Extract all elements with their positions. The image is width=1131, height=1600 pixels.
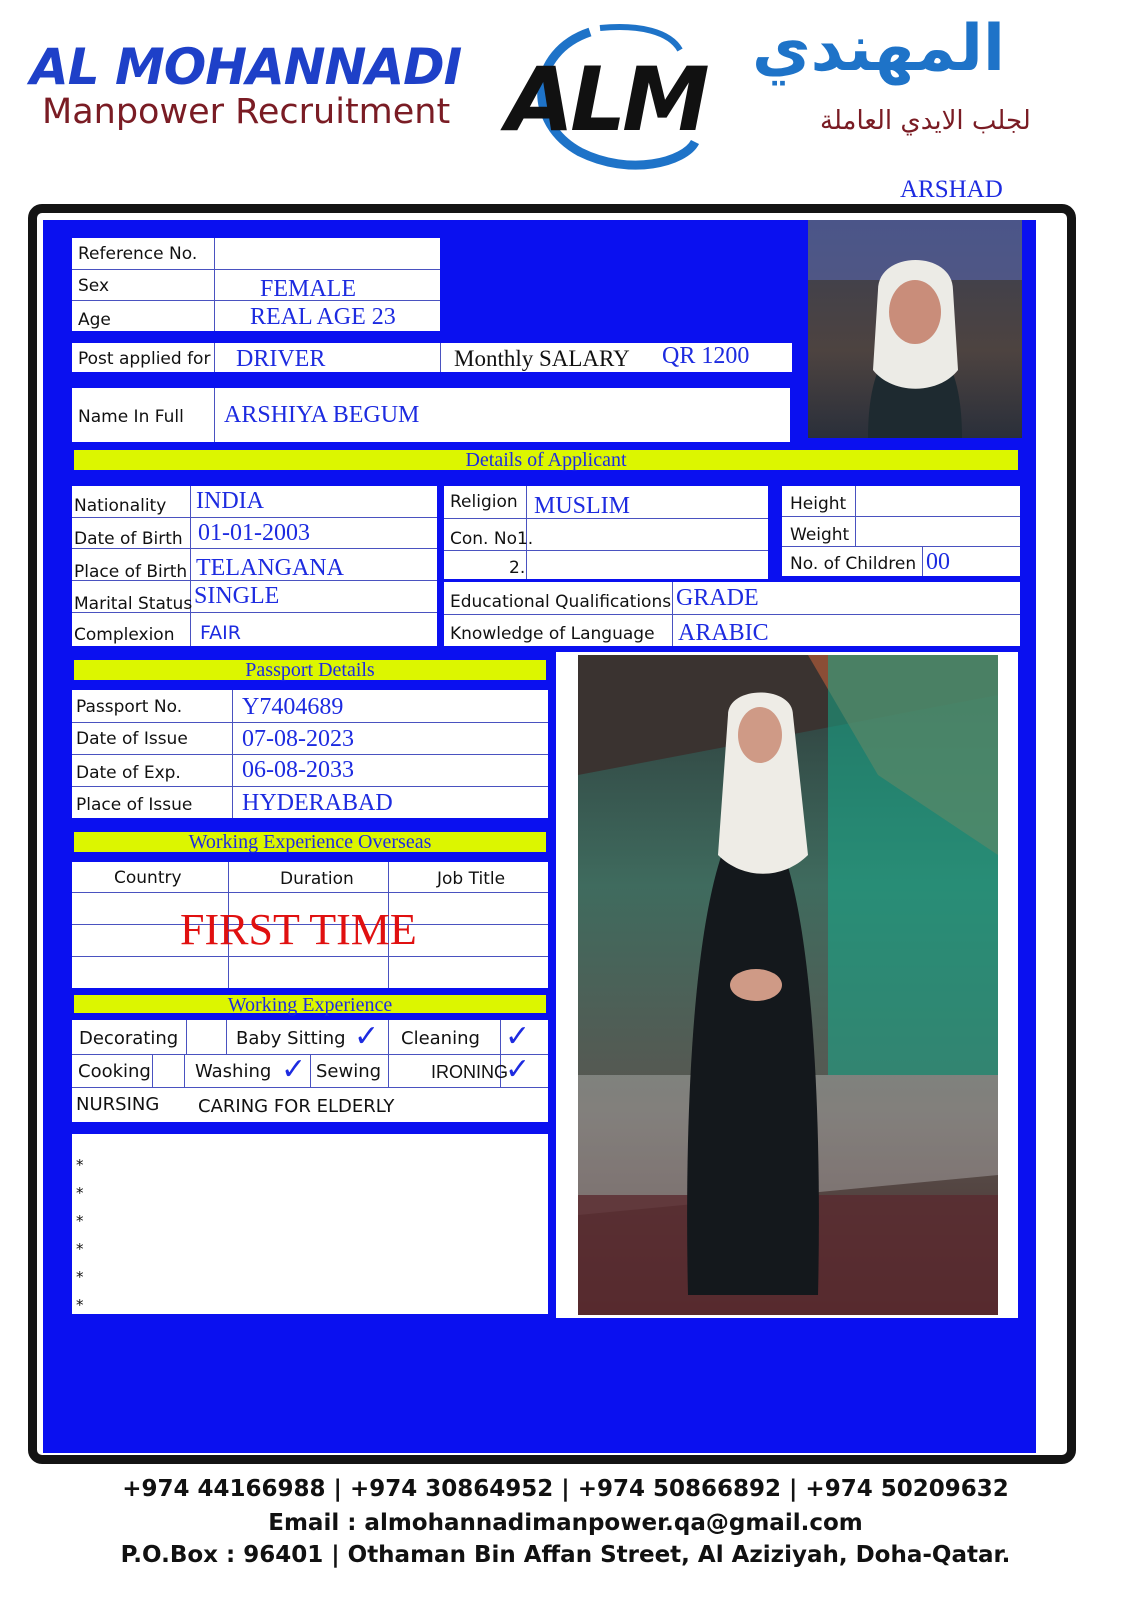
- marital-value: SINGLE: [194, 583, 280, 609]
- remark-bullet: *: [76, 1212, 84, 1230]
- overseas-title: Working Experience Overseas: [72, 830, 548, 854]
- con1-label: Con. No1.: [450, 529, 534, 549]
- post-label: Post applied for: [78, 349, 211, 369]
- pob-value: TELANGANA: [196, 555, 344, 581]
- skill-nursing: NURSING: [76, 1094, 160, 1115]
- age-label: Age: [78, 310, 111, 330]
- portrait-photo: [808, 220, 1022, 438]
- salary-value: QR 1200: [662, 343, 750, 369]
- children-value: 00: [926, 549, 950, 575]
- religion-label: Religion: [450, 492, 518, 512]
- skill-caring-elderly: CARING FOR ELDERLY: [198, 1096, 395, 1117]
- col-job-title: Job Title: [437, 869, 506, 889]
- footer-address: P.O.Box : 96401 | Othaman Bin Affan Street, Al Aziziyah, Doha-Qatar.: [120, 1542, 1011, 1568]
- brand-subtitle-arabic: لجلب الايدي العاملة: [820, 106, 1031, 136]
- footer-email: Email : almohannadimanpower.qa@gmail.com: [268, 1510, 863, 1536]
- logo-alm: ALM: [506, 48, 706, 151]
- name-label: Name In Full: [78, 407, 184, 427]
- passport-place-value: HYDERABAD: [242, 790, 393, 816]
- brand-subtitle: Manpower Recruitment: [42, 92, 451, 132]
- con2-label: 2.: [509, 558, 526, 578]
- baby-sitting-check-icon: ✓: [354, 1019, 380, 1054]
- complexion-value: FAIR: [200, 622, 241, 644]
- passport-no-label: Passport No.: [76, 697, 183, 717]
- language-label: Knowledge of Language: [450, 624, 655, 644]
- religion-value: MUSLIM: [534, 493, 631, 519]
- salary-label: Monthly SALARY: [454, 346, 630, 371]
- details-title: Details of Applicant: [72, 448, 1020, 472]
- pob-label: Place of Birth: [74, 562, 188, 582]
- ironing-check-icon: ✓: [505, 1052, 531, 1087]
- passport-title: Passport Details: [72, 658, 548, 682]
- first-time-note: FIRST TIME: [180, 905, 417, 954]
- reference-label: Reference No.: [78, 244, 198, 264]
- post-value: DRIVER: [236, 346, 326, 372]
- skill-decorating: Decorating: [79, 1028, 179, 1049]
- skill-ironing: IRONING: [431, 1062, 509, 1082]
- age-value: REAL AGE 23: [250, 304, 396, 330]
- remark-bullet: *: [76, 1240, 84, 1258]
- brand-name-arabic: المهندي: [752, 12, 1005, 86]
- experience-title: Working Experience: [72, 993, 548, 1015]
- children-label: No. of Children: [790, 554, 917, 574]
- footer-phones: +974 44166988 | +974 30864952 | +974 50866892 | +974 50209632: [122, 1476, 1009, 1502]
- weight-label: Weight: [790, 525, 850, 545]
- brand-name: AL MOHANNADI: [30, 38, 462, 96]
- sex-value: FEMALE: [260, 276, 356, 302]
- agent-name: ARSHAD: [900, 176, 1003, 203]
- skill-sewing: Sewing: [316, 1061, 382, 1082]
- sex-label: Sex: [78, 276, 110, 296]
- complexion-label: Complexion: [74, 625, 175, 645]
- passport-exp-label: Date of Exp.: [76, 763, 181, 783]
- passport-exp-value: 06-08-2033: [242, 757, 354, 783]
- skill-cooking: Cooking: [78, 1061, 151, 1082]
- remarks-box: [72, 1134, 548, 1314]
- full-body-photo: [578, 655, 998, 1315]
- nationality-value: INDIA: [196, 488, 264, 514]
- remark-bullet: *: [76, 1184, 84, 1202]
- dob-value: 01-01-2003: [198, 520, 310, 546]
- passport-no-value: Y7404689: [242, 694, 344, 720]
- language-value: ARABIC: [678, 620, 769, 646]
- remark-bullet: *: [76, 1268, 84, 1286]
- skill-washing: Washing: [195, 1061, 272, 1082]
- education-label: Educational Qualifications: [450, 592, 672, 612]
- washing-check-icon: ✓: [281, 1052, 307, 1087]
- name-value: ARSHIYA BEGUM: [224, 402, 420, 428]
- remark-bullet: *: [76, 1296, 84, 1314]
- dob-label: Date of Birth: [74, 529, 183, 549]
- remark-bullet: *: [76, 1156, 84, 1174]
- passport-issue-label: Date of Issue: [76, 729, 188, 749]
- skill-cleaning: Cleaning: [401, 1028, 480, 1049]
- height-label: Height: [790, 494, 847, 514]
- skill-baby-sitting: Baby Sitting: [236, 1028, 346, 1049]
- nationality-label: Nationality: [74, 496, 167, 516]
- passport-issue-value: 07-08-2023: [242, 726, 354, 752]
- cleaning-check-icon: ✓: [505, 1019, 531, 1054]
- education-value: GRADE: [676, 585, 759, 611]
- marital-label: Marital Status: [74, 594, 193, 614]
- passport-place-label: Place of Issue: [76, 795, 193, 815]
- col-duration: Duration: [280, 869, 354, 889]
- col-country: Country: [114, 868, 182, 888]
